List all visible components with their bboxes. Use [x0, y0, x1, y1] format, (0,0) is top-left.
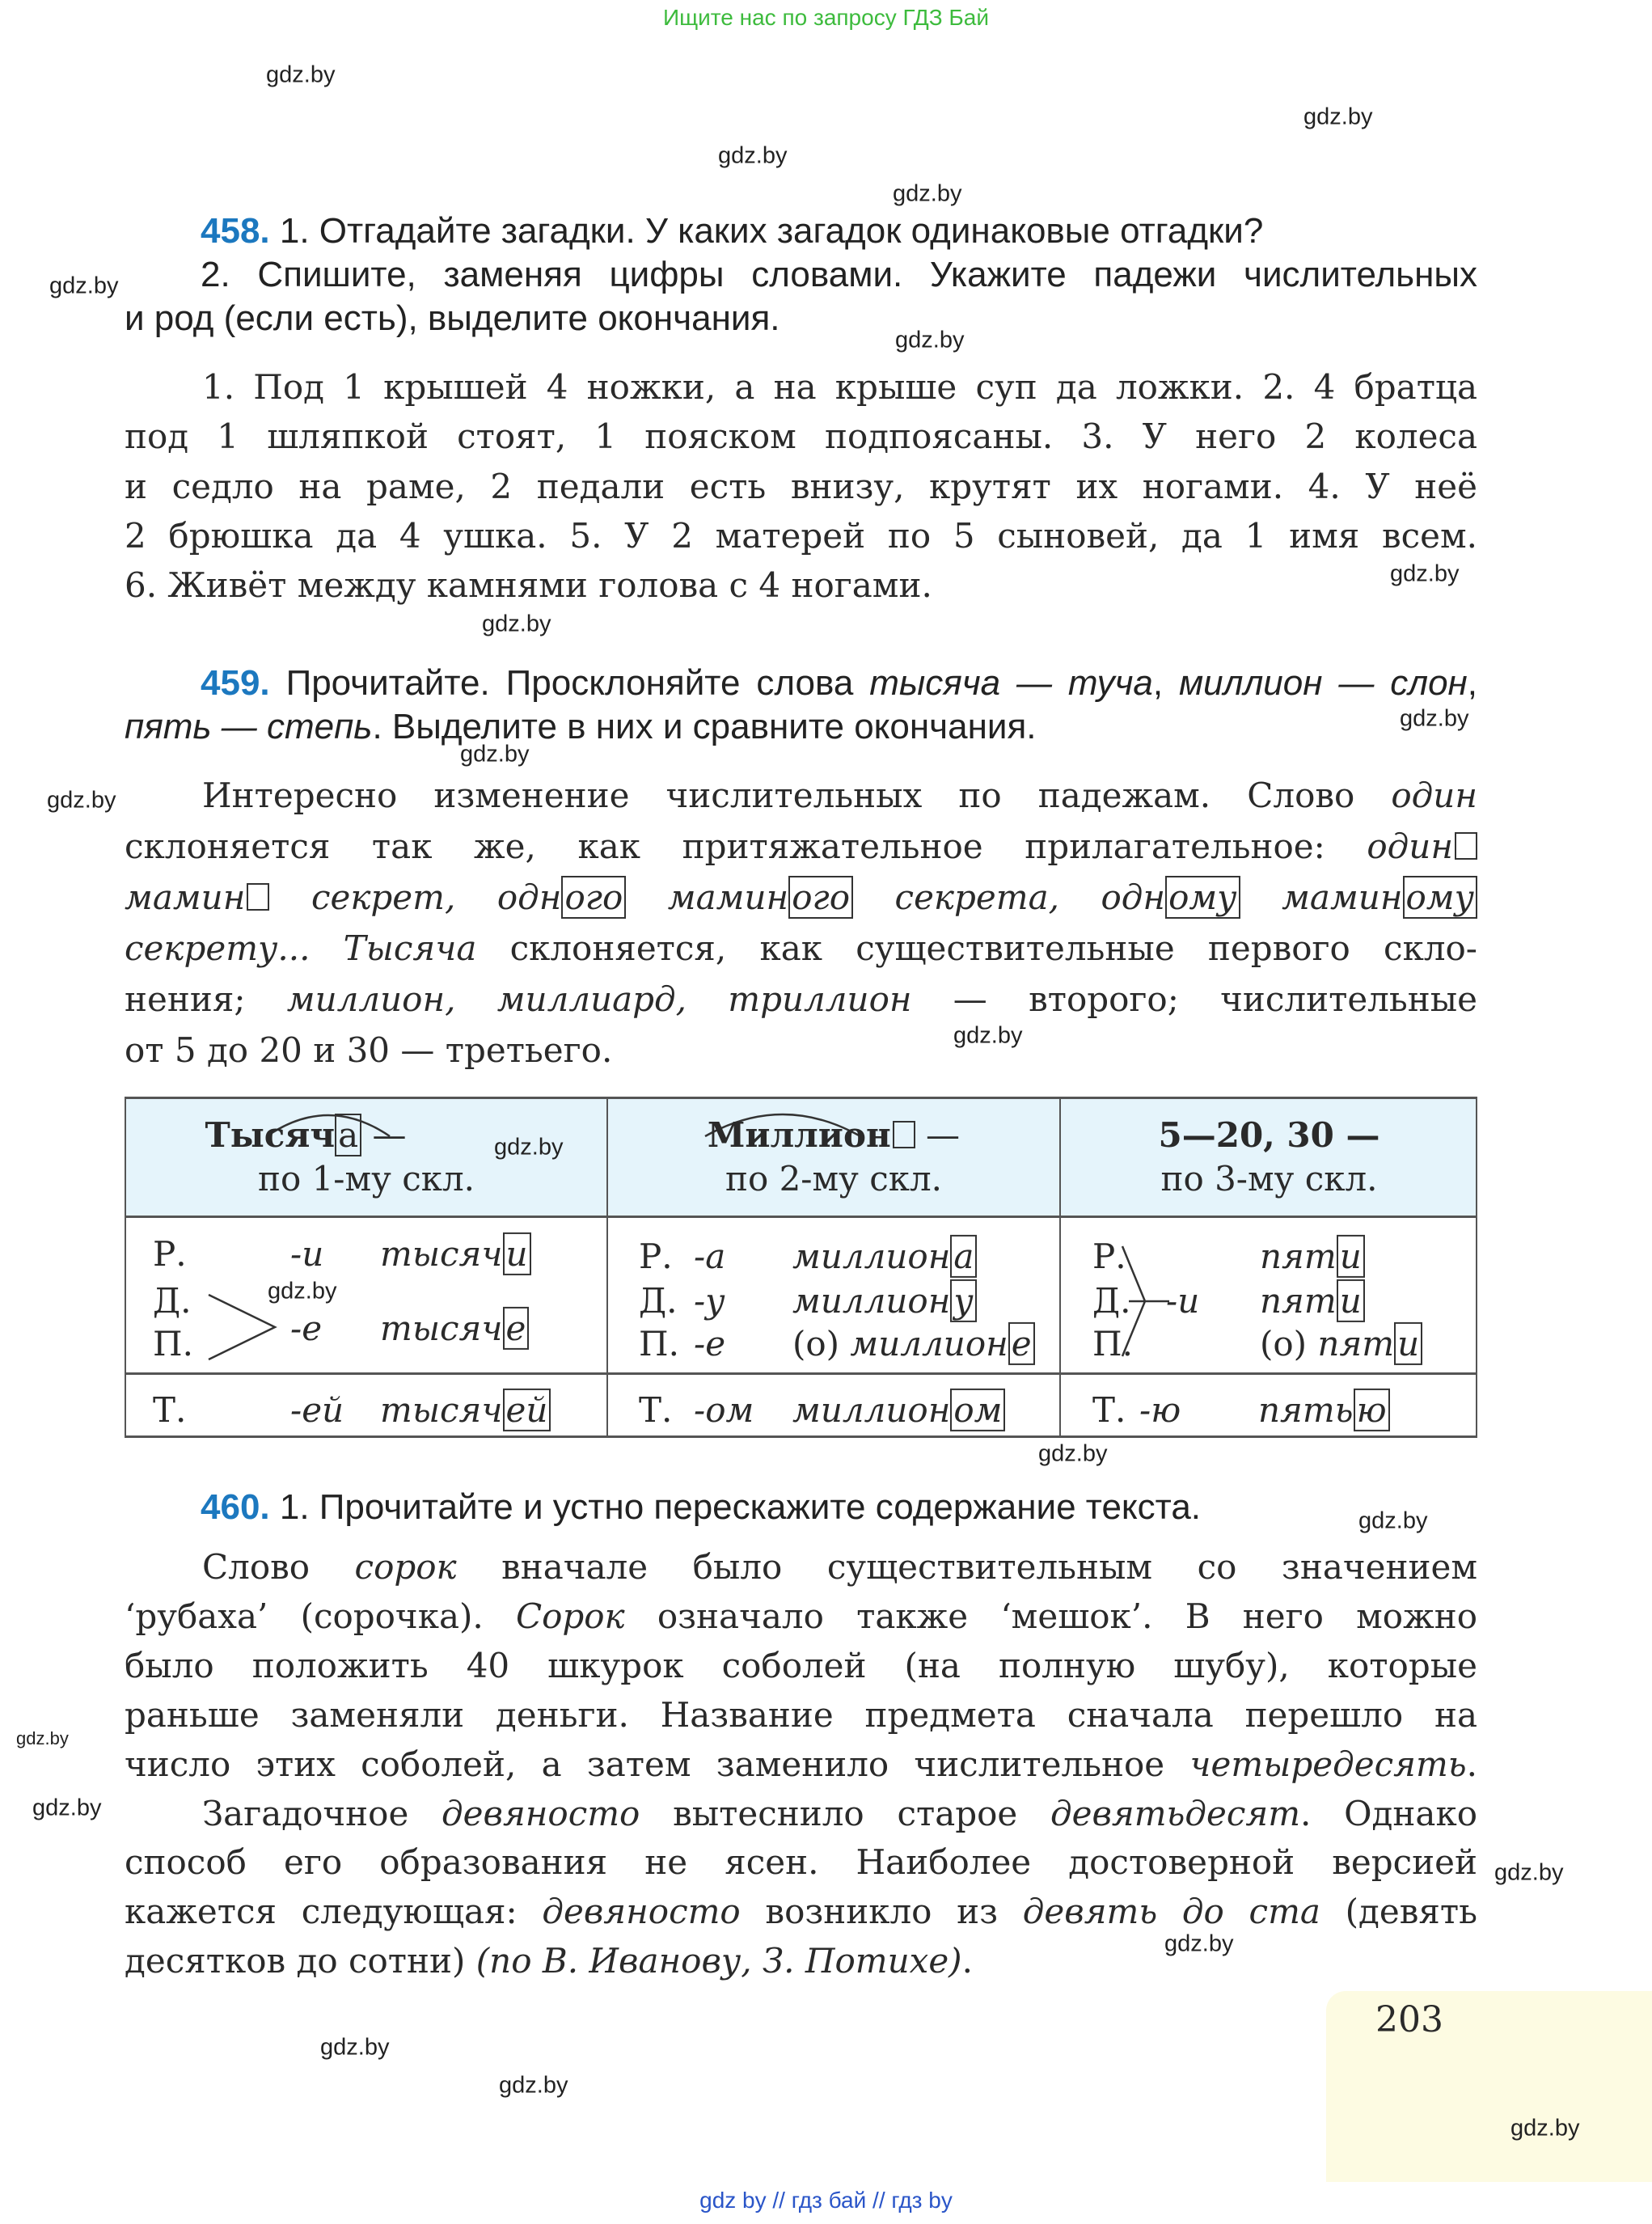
- text-line: [125, 1790, 1477, 1839]
- text-line: и седло на раме, 2 педали есть внизу, крутят их ногами. 4. У неё: [125, 466, 1477, 506]
- dash: —: [915, 1115, 961, 1155]
- text: — второго; числительные: [911, 979, 1477, 1019]
- watermark: gdz.by: [1303, 104, 1373, 130]
- instruction-text: 2. Спишите, заменяя цифры словами. Укажите падежи числительных: [201, 255, 1477, 294]
- word-form: [1260, 1323, 1422, 1364]
- text: Интересно изменение числительных по падежам. Слово: [202, 776, 1392, 815]
- exercise-number: 459.: [201, 663, 270, 703]
- text: Сорок: [515, 1596, 625, 1636]
- footer-links[interactable]: gdz by // гдз бай // гдз by: [699, 2188, 953, 2213]
- top-banner[interactable]: Ищите нас по запросу ГДЗ Бай: [662, 5, 990, 30]
- text: девятьдесят: [1050, 1793, 1301, 1833]
- case-ending: -у: [694, 1281, 725, 1321]
- instruction-text: миллион — слон: [1179, 663, 1468, 703]
- stem: миллион: [850, 1323, 1008, 1364]
- row-divider: [126, 1372, 1476, 1375]
- case-label: Р.: [1092, 1237, 1126, 1276]
- case-label: П.: [153, 1324, 193, 1364]
- watermark: gdz.by: [1494, 1859, 1564, 1886]
- stem: пят: [1260, 1280, 1337, 1321]
- text: секрет, одн: [269, 877, 562, 917]
- text-line: [125, 1592, 1477, 1642]
- word-form: [380, 1389, 551, 1430]
- case-label: Т.: [1092, 1390, 1126, 1430]
- text-line: [125, 872, 1477, 923]
- stem: тысяч: [380, 1308, 503, 1348]
- ending-box: ого: [561, 876, 626, 919]
- page-number: 203: [1375, 1999, 1443, 2040]
- watermark: gdz.by: [499, 2072, 568, 2099]
- watermark: gdz.by: [268, 1278, 337, 1304]
- word-form: [1258, 1389, 1390, 1430]
- empty-ending-box: [1455, 832, 1477, 860]
- preposition: (о): [1260, 1323, 1318, 1364]
- text: десятков до сотни): [125, 1941, 476, 1981]
- instruction-text: . Выделите в них и сравните окончания.: [372, 707, 1037, 746]
- instruction-text: пять — степь: [125, 707, 373, 746]
- text: означало также ‘мешок’. В него можно: [624, 1596, 1477, 1636]
- ending-box: е: [1008, 1322, 1035, 1365]
- watermark: gdz.by: [893, 180, 962, 207]
- ending-box: ому: [1403, 876, 1477, 919]
- case-ending: -е: [290, 1309, 323, 1348]
- instruction-text: 1. Прочитайте и устно перескажите содержание текста.: [269, 1487, 1202, 1527]
- case-label: Д.: [639, 1281, 678, 1321]
- word-form: [792, 1238, 977, 1275]
- case-label: П.: [639, 1324, 679, 1364]
- stem: тысяч: [380, 1233, 503, 1274]
- exercise-460-instructions: [125, 1486, 1477, 1529]
- text: нения;: [125, 979, 287, 1019]
- text: один: [1391, 776, 1477, 815]
- ending-box: ого: [788, 876, 853, 919]
- text: кажется следующая:: [125, 1892, 543, 1932]
- exercise-458-riddles: [125, 362, 1477, 610]
- stem: тысяч: [380, 1389, 503, 1430]
- text-line: способ его образования не ясен. Наиболее достоверной версией: [125, 1842, 1477, 1883]
- watermark: gdz.by: [1400, 705, 1469, 732]
- watermark: gdz.by: [47, 787, 116, 814]
- ending-box: у: [950, 1279, 976, 1322]
- watermark: gdz.by: [320, 2034, 390, 2061]
- case-label: Д.: [1092, 1281, 1131, 1321]
- bracket-icon: [207, 1293, 280, 1362]
- stem: миллион: [792, 1389, 951, 1430]
- text: .: [961, 1941, 973, 1981]
- empty-ending-box: [247, 883, 269, 911]
- exercise-number: 458.: [201, 211, 270, 251]
- watermark: gdz.by: [49, 273, 119, 299]
- text: Слово: [202, 1547, 355, 1587]
- case-label: Р.: [639, 1237, 673, 1276]
- text-line: от 5 до 20 и 30 — третьего.: [125, 1030, 613, 1070]
- text-line: под 1 шляпкой стоят, 1 пояском подпоясаны. 3. У него 2 колеса: [125, 416, 1477, 457]
- preposition: (о): [792, 1323, 851, 1364]
- text: (по В. Иванову, З. Потихе): [475, 1941, 962, 1981]
- exercise-460-text: [125, 1543, 1477, 1986]
- word-form: [380, 1310, 529, 1347]
- word-form: [1260, 1238, 1365, 1275]
- watermark: gdz.by: [16, 1728, 69, 1748]
- header-sub: по 1-му скл.: [257, 1159, 475, 1199]
- text: девяносто: [542, 1892, 741, 1932]
- text: склоняется так же, как притяжательное прилагательное:: [125, 827, 1367, 866]
- header-word: Миллион: [707, 1115, 891, 1155]
- text: мамин: [125, 877, 246, 917]
- text-line: было положить 40 шкурок соболей (на полную шубу), которые: [125, 1645, 1477, 1685]
- case-label: Р.: [153, 1234, 187, 1274]
- text-line: [125, 1543, 1477, 1592]
- watermark: gdz.by: [1038, 1440, 1108, 1467]
- ending-box: ом: [950, 1389, 1005, 1431]
- watermark: gdz.by: [266, 61, 336, 88]
- stem: пят: [1317, 1323, 1395, 1364]
- text-line: 2 брюшка да 4 ушка. 5. У 2 матерей по 5 сыновей, да 1 имя всем.: [125, 515, 1477, 556]
- text: мамин: [1282, 877, 1403, 917]
- header-sub: по 3-му скл.: [1160, 1159, 1378, 1199]
- instruction-text: ,: [1467, 663, 1477, 703]
- case-ending: -ю: [1139, 1390, 1181, 1430]
- case-ending: -ом: [694, 1390, 754, 1430]
- text-line: 6. Живёт между камнями голова с 4 ногами.: [125, 565, 932, 606]
- instruction-text: Прочитайте. Просклоняйте слова: [269, 663, 870, 703]
- case-label: Д.: [153, 1281, 192, 1321]
- dash: —: [361, 1115, 407, 1155]
- declension-table: [125, 1097, 1477, 1438]
- instruction-text: тысяча — туча: [869, 663, 1153, 703]
- case-label: П.: [1092, 1324, 1133, 1364]
- watermark: gdz.by: [460, 741, 530, 767]
- text-line: [125, 770, 1477, 821]
- text: четыредесять: [1189, 1744, 1467, 1784]
- word-form: [792, 1389, 1005, 1430]
- text: . Однако: [1300, 1793, 1477, 1833]
- ending-box: ому: [1165, 876, 1240, 919]
- stem: пят: [1260, 1236, 1337, 1276]
- stem: миллион: [792, 1280, 951, 1321]
- instruction-text: 1. Отгадайте загадки. У каких загадок одинаковые отгадки?: [269, 211, 1264, 251]
- text-line: раньше заменяли деньги. Название предмета сначала перешло на: [125, 1694, 1477, 1735]
- empty-ending-box: [893, 1121, 915, 1148]
- ending-box: и: [503, 1233, 531, 1275]
- ending-box: и: [1394, 1322, 1422, 1365]
- exercise-458-instructions: [125, 209, 1477, 340]
- watermark: gdz.by: [1390, 560, 1460, 587]
- text: вытеснило старое: [640, 1793, 1050, 1833]
- watermark: gdz.by: [1510, 2115, 1580, 2142]
- text: мамин: [667, 877, 789, 917]
- text-line: [125, 821, 1477, 872]
- text: вначале было существительным со значением: [456, 1547, 1477, 1587]
- text: секрета, одн: [853, 877, 1166, 917]
- word-form: [1260, 1280, 1365, 1321]
- ending-box: и: [1337, 1279, 1365, 1322]
- text-line: [125, 974, 1477, 1025]
- text: один: [1367, 827, 1453, 866]
- header-word: Тысяч: [205, 1115, 336, 1155]
- ending-box: и: [1337, 1235, 1365, 1278]
- word-form: [380, 1233, 531, 1274]
- text-line: [125, 1888, 1477, 1937]
- instruction-text: ,: [1152, 663, 1179, 703]
- text: число этих соболей, а затем заменило числительное: [125, 1744, 1190, 1784]
- case-ending: -е: [694, 1324, 726, 1364]
- text: миллион, миллиард, триллион: [286, 979, 912, 1019]
- watermark: gdz.by: [718, 142, 788, 169]
- header-col-3: [1061, 1114, 1477, 1201]
- text-line: [125, 1740, 1477, 1790]
- instruction-text: и род (если есть), выделите окончания.: [125, 298, 780, 338]
- exercise-459-text: [125, 770, 1477, 1076]
- case-label: Т.: [639, 1390, 673, 1430]
- header-col-2: [608, 1114, 1059, 1201]
- text: (девять: [1320, 1892, 1477, 1932]
- text: секрету... Тысяча: [125, 928, 477, 968]
- watermark: gdz.by: [494, 1134, 564, 1161]
- text-line: 1. Под 1 крышей 4 ножки, а на крыше суп да ложки. 2. 4 братца: [202, 367, 1477, 407]
- text: .: [1466, 1744, 1477, 1784]
- text-line: [125, 1937, 1477, 1986]
- word-form: [792, 1323, 1035, 1364]
- exercise-number: 460.: [201, 1487, 270, 1527]
- text: ‘рубаха’ (сорочка).: [125, 1596, 516, 1636]
- ending-box: е: [503, 1307, 530, 1350]
- watermark: gdz.by: [953, 1022, 1023, 1049]
- text: сорок: [354, 1547, 457, 1587]
- watermark: gdz.by: [1358, 1507, 1428, 1534]
- ending-box: ю: [1354, 1389, 1390, 1431]
- watermark: gdz.by: [32, 1795, 102, 1821]
- case-ending: -и: [290, 1234, 324, 1274]
- exercise-459-instructions: [125, 662, 1477, 749]
- stem: пять: [1258, 1389, 1354, 1430]
- case-ending: -а: [694, 1237, 726, 1276]
- text-line: [125, 923, 1477, 974]
- case-label: Т.: [153, 1390, 187, 1430]
- text: склоняется, как существительные первого скло-: [476, 928, 1477, 968]
- word-form: [792, 1280, 977, 1321]
- ending-box: а: [950, 1235, 977, 1278]
- case-ending: -ей: [290, 1390, 344, 1430]
- watermark: gdz.by: [895, 327, 965, 353]
- header-sub: по 2-му скл.: [725, 1159, 943, 1199]
- watermark: gdz.by: [1164, 1930, 1234, 1957]
- text: Загадочное: [202, 1793, 442, 1833]
- text: девяносто: [442, 1793, 640, 1833]
- ending-box: ей: [503, 1389, 551, 1431]
- header-word: 5—20, 30 —: [1158, 1115, 1380, 1155]
- ending-box: а: [335, 1114, 361, 1156]
- text: девять до ста: [1022, 1892, 1320, 1932]
- text: возникло из: [740, 1892, 1023, 1932]
- case-ending: -и: [1166, 1281, 1200, 1321]
- watermark: gdz.by: [482, 611, 551, 637]
- stem: миллион: [792, 1236, 951, 1276]
